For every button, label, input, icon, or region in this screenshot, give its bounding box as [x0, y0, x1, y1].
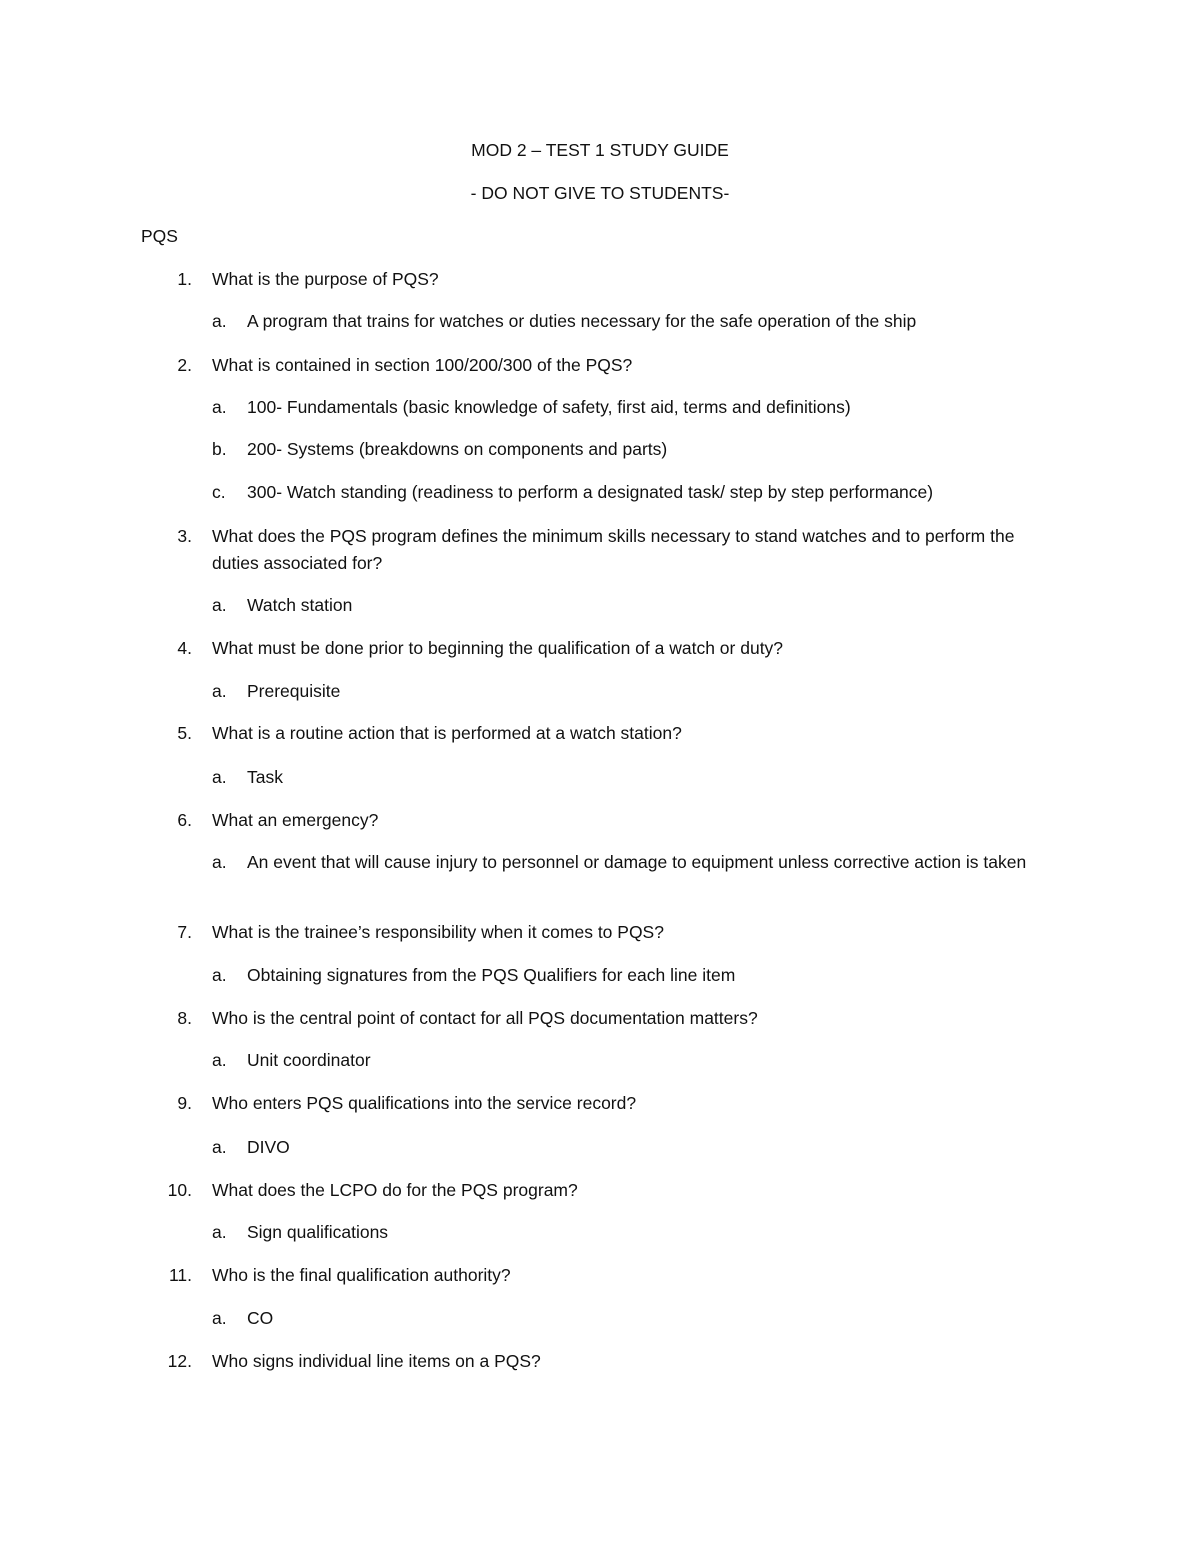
- question-text: Who is the final qualification authority?: [212, 1265, 511, 1285]
- answer-text: Task: [247, 767, 283, 787]
- question-number: 1.: [177, 269, 192, 289]
- answer-letter: b.: [212, 439, 227, 459]
- question-text: Who enters PQS qualifications into the service record?: [212, 1093, 637, 1113]
- question-number: 2.: [177, 355, 192, 375]
- answer-letter: a.: [212, 852, 227, 872]
- document-subtitle: - DO NOT GIVE TO STUDENTS-: [470, 183, 730, 203]
- section-heading: PQS: [141, 226, 178, 246]
- question-text: Who signs individual line items on a PQS?: [212, 1351, 541, 1371]
- answer-text: Obtaining signatures from the PQS Qualifiers for each line item: [247, 965, 736, 985]
- answer-letter: a.: [212, 1137, 227, 1157]
- question-text: What is a routine action that is performed at a watch station?: [212, 723, 682, 743]
- answer-letter: a.: [212, 965, 227, 985]
- question-number: 8.: [177, 1008, 192, 1028]
- question-text: What is contained in section 100/200/300 of the PQS?: [212, 355, 633, 375]
- answer-letter: a.: [212, 681, 227, 701]
- answer-letter: a.: [212, 1222, 227, 1242]
- answer-text: A program that trains for watches or duties necessary for the safe operation of the ship: [247, 311, 917, 331]
- question-number: 11.: [168, 1265, 192, 1285]
- question-item: [0, 1348, 1200, 1408]
- answer-text: Sign qualifications: [247, 1222, 389, 1242]
- answer-letter: a.: [212, 767, 227, 787]
- answer-item: [0, 849, 1200, 909]
- question-text: What is the trainee’s responsibility when it comes to PQS?: [212, 922, 664, 942]
- answer-text: An event that will cause injury to personnel or damage to equipment unless corrective action is taken: [247, 852, 1027, 872]
- answer-text: DIVO: [247, 1137, 290, 1157]
- question-text: What is the purpose of PQS?: [212, 269, 439, 289]
- answer-text: CO: [247, 1308, 274, 1328]
- question-text: What an emergency?: [212, 810, 379, 830]
- question-number: 6.: [177, 810, 192, 830]
- answer-text: Unit coordinator: [247, 1050, 371, 1070]
- answer-letter: a.: [212, 1050, 227, 1070]
- question-item: [0, 523, 1200, 583]
- question-number: 10.: [167, 1180, 192, 1200]
- question-number: 9.: [177, 1093, 192, 1113]
- question-text: What must be done prior to beginning the qualification of a watch or duty?: [212, 638, 784, 658]
- question-number: 12.: [167, 1351, 192, 1371]
- question-text: What does the LCPO do for the PQS program?: [212, 1180, 578, 1200]
- question-number: 3.: [177, 526, 192, 546]
- question-number: 7.: [177, 922, 192, 942]
- answer-text: 200- Systems (breakdowns on components and parts): [247, 439, 668, 459]
- answer-letter: c.: [212, 482, 226, 502]
- question-text: Who is the central point of contact for all PQS documentation matters?: [212, 1008, 758, 1028]
- answer-text: 300- Watch standing (readiness to perform a designated task/ step by step performance): [247, 482, 934, 502]
- answer-letter: a.: [212, 311, 227, 331]
- answer-letter: a.: [212, 397, 227, 417]
- question-number: 5.: [177, 723, 192, 743]
- answer-text: 100- Fundamentals (basic knowledge of safety, first aid, terms and definitions): [247, 397, 851, 417]
- question-text: What does the PQS program defines the minimum skills necessary to stand watches and to perform the duties associated for?: [212, 526, 1015, 573]
- answer-letter: a.: [212, 595, 227, 615]
- document-title: MOD 2 – TEST 1 STUDY GUIDE: [471, 140, 729, 160]
- question-number: 4.: [177, 638, 192, 658]
- answer-text: Watch station: [247, 595, 353, 615]
- answer-letter: a.: [212, 1308, 227, 1328]
- answer-text: Prerequisite: [247, 681, 341, 701]
